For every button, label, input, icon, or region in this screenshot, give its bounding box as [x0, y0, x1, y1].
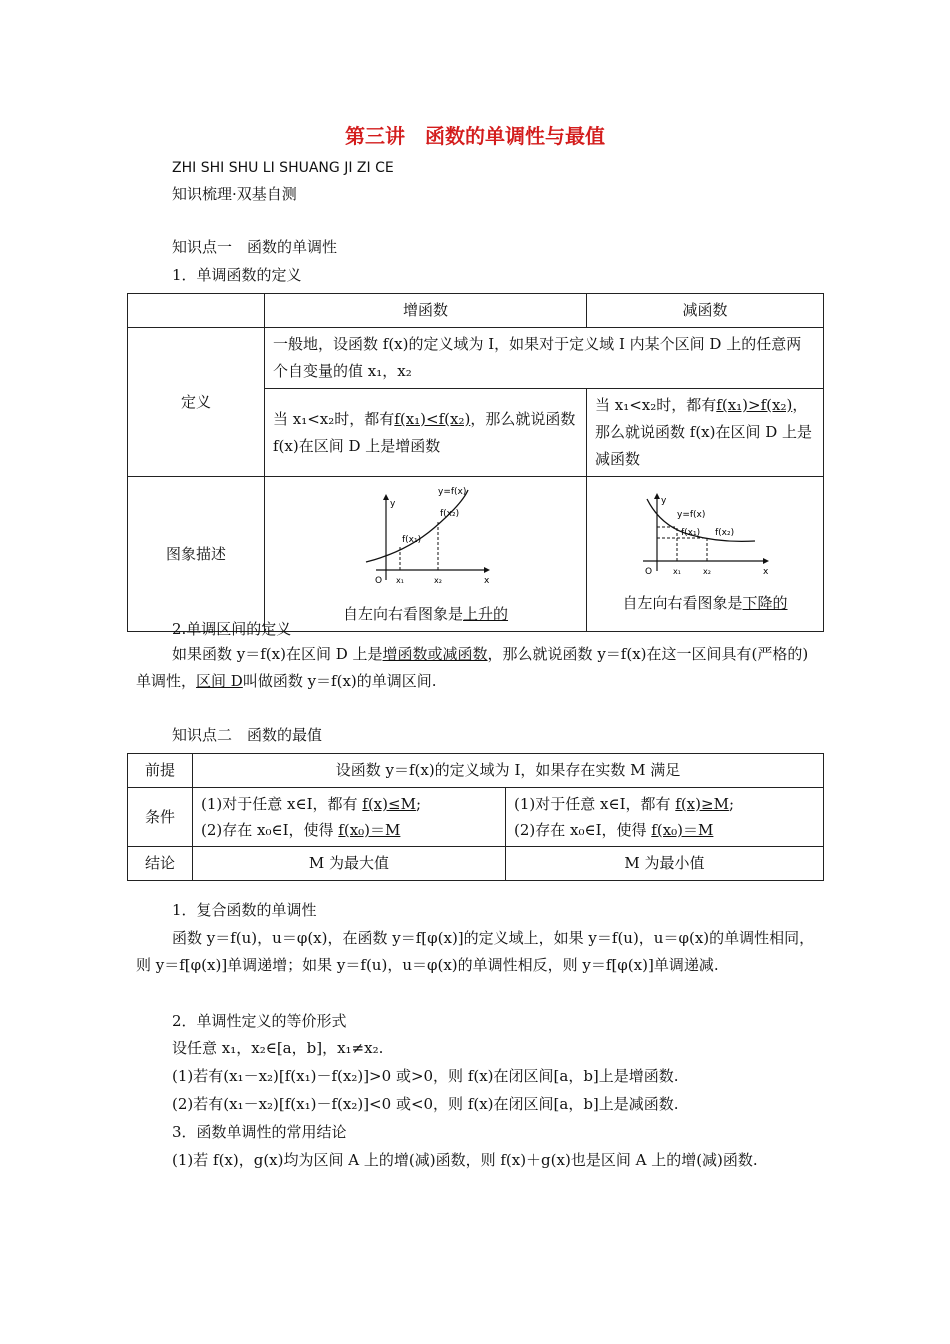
inc-condition: f(x₁)<f(x₂): [394, 409, 471, 428]
definition-increasing: [265, 389, 587, 477]
inc-x2-label: x₂: [433, 576, 442, 585]
dec-x1-label: x₁: [673, 567, 681, 576]
row-label-definition: 定义: [128, 328, 265, 477]
monotonic-definition-table: [127, 293, 824, 632]
pinyin-heading: ZHI SHI SHU LI SHUANG JI ZI CE: [172, 160, 394, 176]
max-cond-1: [201, 791, 497, 817]
section-subtitle: 知识梳理·双基自测: [172, 185, 297, 203]
min-cond-2: [514, 817, 815, 843]
min1-pre: (1)对于任意 x∈I，都有: [514, 795, 676, 813]
definition-decreasing: [587, 389, 824, 477]
graph-increasing-cell: [265, 477, 587, 632]
max-conclusion: M 为最大值: [193, 847, 506, 881]
inc-caption-key: 上升的: [463, 605, 509, 623]
dec-post: ，那么就说函数 f(x)在区间 D 上是减函数: [595, 396, 813, 468]
k1-heading: 知识点一 函数的单调性: [172, 238, 338, 256]
dec-func-label: y=f(x): [677, 510, 706, 520]
extra-l3: (2)若有(x₁－x₂)[f(x₁)－f(x₂)]<0 或<0，则 f(x)在闭区间[a，b]上是减函数.: [172, 1095, 679, 1113]
increasing-graph: [356, 480, 496, 590]
extra-h3: 3．函数单调性的常用结论: [172, 1123, 347, 1141]
inc-post: ，那么就说函数 f(x)在区间 D 上是增函数: [273, 409, 576, 455]
inc-caption: [273, 601, 578, 628]
k2-heading: 知识点二 函数的最值: [172, 726, 323, 744]
inc-origin-label: O: [374, 576, 382, 586]
extra-h2: 2．单调性定义的等价形式: [172, 1012, 347, 1030]
max1-post: ;: [415, 795, 421, 813]
k1-sub1: 1．单调函数的定义: [172, 266, 302, 284]
inc-y-label: y: [389, 499, 395, 509]
dec-pre: 当 x₁<x₂时，都有: [595, 396, 717, 414]
dec-x-label: x: [763, 567, 769, 577]
dec-x2-label: x₂: [703, 567, 711, 576]
row-label-graph: 图象描述: [128, 477, 265, 632]
p2-key1: 增函数或减函数: [382, 645, 488, 663]
premise-text: 设函数 y＝f(x)的定义域为 I，如果存在实数 M 满足: [193, 754, 824, 788]
dec-caption-pre: 自左向右看图象是: [622, 594, 743, 612]
max-cond-2: [201, 817, 497, 843]
min2-key: f(x₀)＝M: [651, 821, 714, 839]
max1-key: f(x)≤M: [362, 795, 416, 813]
row-label-conclusion: 结论: [128, 847, 193, 881]
inc-func-label: y=f(x): [437, 487, 466, 497]
decreasing-graph: [635, 491, 775, 579]
max-condition: [193, 788, 506, 847]
dec-fx2-label: f(x₂): [715, 528, 735, 538]
inc-x1-label: x₁: [395, 576, 404, 585]
k1-sub2: 2.单调区间的定义: [172, 620, 292, 638]
row-label-condition: 条件: [128, 788, 193, 847]
table-corner: [128, 294, 265, 328]
extra-l1: 设任意 x₁，x₂∈[a，b]，x₁≠x₂.: [172, 1039, 384, 1057]
p2-b: ，那么就说函数 y＝f(x)在这一区间具有(严格的)单调性，: [136, 645, 809, 690]
min1-key: f(x)≥M: [675, 795, 729, 813]
inc-pre: 当 x₁<x₂时，都有: [273, 409, 395, 428]
k1-para2: [136, 641, 816, 695]
min1-post: ;: [728, 795, 734, 813]
dec-origin-label: O: [645, 567, 653, 577]
max2-key: f(x₀)＝M: [338, 821, 401, 839]
extremum-table: [127, 753, 824, 881]
extra-p3: (1)若 f(x)，g(x)均为区间 A 上的增(减)函数，则 f(x)＋g(x)也是区间 A 上的增(减)函数.: [172, 1151, 758, 1169]
inc-caption-pre: 自左向右看图象是: [342, 605, 463, 623]
head-increasing: 增函数: [265, 294, 587, 328]
dec-caption-key: 下降的: [742, 594, 788, 612]
dec-caption: [595, 590, 815, 617]
inc-fx1-label: f(x₁): [401, 535, 421, 545]
page-title: 第三讲 函数的单调性与最值: [345, 124, 605, 148]
inc-x-label: x: [483, 576, 489, 586]
inc-fx2-label: f(x₂): [439, 509, 459, 519]
min-conclusion: M 为最小值: [506, 847, 824, 881]
p2-c: 叫做函数 y＝f(x)的单调区间.: [242, 672, 437, 690]
extra-h1: 1．复合函数的单调性: [172, 901, 317, 919]
min-condition: [506, 788, 824, 847]
min-cond-1: [514, 791, 815, 817]
extra-l2: (1)若有(x₁－x₂)[f(x₁)－f(x₂)]>0 或>0，则 f(x)在闭区间[a，b]上是增函数.: [172, 1067, 679, 1085]
dec-condition: f(x₁)>f(x₂): [716, 396, 793, 414]
p2-key2: 区间 D: [196, 672, 243, 690]
head-decreasing: 减函数: [587, 294, 824, 328]
row-label-premise: 前提: [128, 754, 193, 788]
definition-common: 一般地，设函数 f(x)的定义域为 I，如果对于定义域 I 内某个区间 D 上的任意两个自变量的值 x₁，x₂: [265, 328, 824, 389]
min2-pre: (2)存在 x₀∈I，使得: [514, 821, 652, 839]
dec-y-label: y: [661, 496, 667, 506]
graph-decreasing-cell: [587, 477, 824, 632]
dec-fx1-label: f(x₁): [681, 528, 701, 538]
max1-pre: (1)对于任意 x∈I，都有: [201, 795, 363, 813]
p2-a: 如果函数 y＝f(x)在区间 D 上是: [172, 645, 383, 663]
extra-p1: 函数 y＝f(u)，u＝φ(x)，在函数 y＝f[φ(x)]的定义域上，如果 y＝f(u)，u＝φ(x)的单调性相同，则 y＝f[φ(x)]单调递增；如果 y＝f(u)，u＝φ(x)的单调性相反，则 y＝f[φ(x)]单调递减.: [136, 929, 815, 974]
max2-pre: (2)存在 x₀∈I，使得: [201, 821, 339, 839]
